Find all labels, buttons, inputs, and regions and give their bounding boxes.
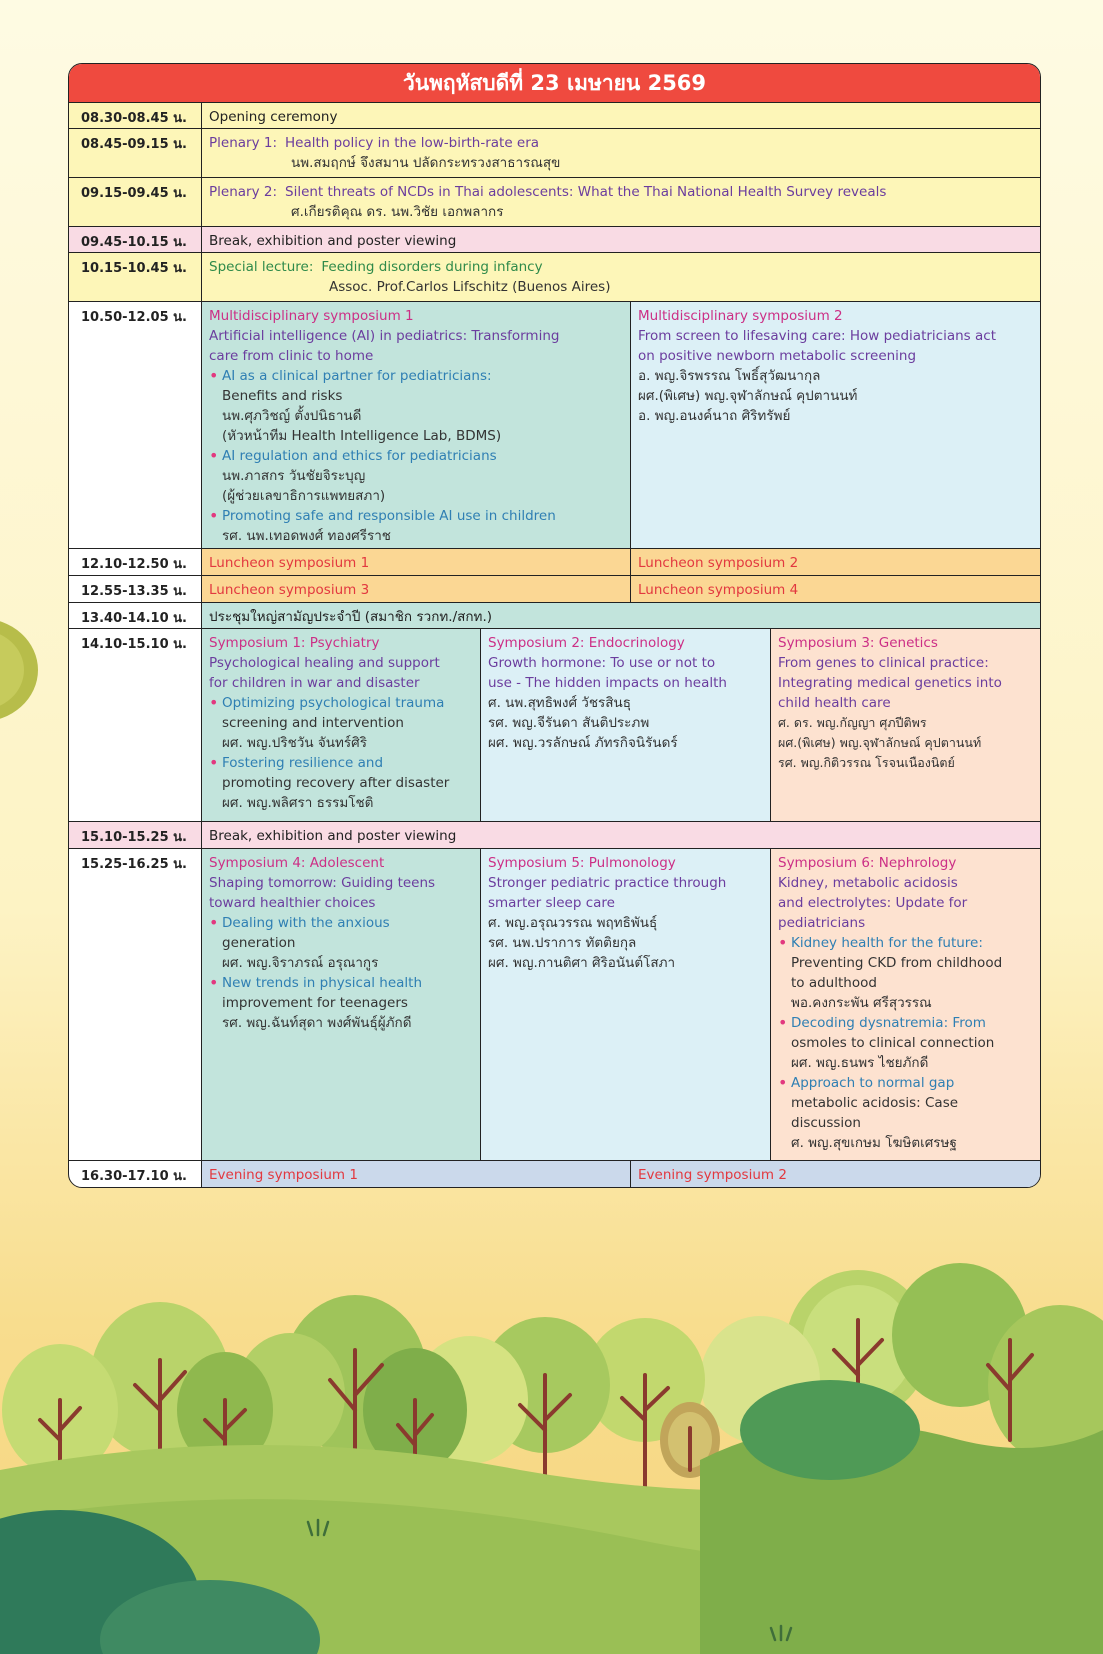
talk-topic: discussion (791, 1115, 861, 1131)
speaker: ผศ.(พิเศษ) พญ.จุฬาลักษณ์ คุปตานนท์ (638, 388, 858, 404)
speaker: ผศ. พญ.วรลักษณ์ ภัทรกิจนิรันดร์ (488, 735, 678, 751)
session-topic: Silent threats of NCDs in Thai adolescents: What the Thai National Health Survey reveals (285, 184, 887, 200)
session-break: Break, exhibition and poster viewing (202, 822, 1040, 848)
talk-topic: • Approach to normal gap (778, 1073, 1033, 1093)
speaker: รศ. นพ.เทอดพงศ์ ทองศรีราช (222, 528, 391, 544)
table-row (69, 576, 1040, 603)
speaker: ผศ. พญ.ปริชวัน จันทร์ศิริ (222, 735, 367, 751)
luncheon-symposium: Luncheon symposium 3 (202, 576, 630, 602)
talk-topic: • Dealing with the anxious (209, 913, 473, 933)
speaker: พอ.คงกระพัน ศรีสุวรรณ (791, 995, 932, 1011)
speaker: รศ. พญ.ฉันท์สุดา พงศ์พันธุ์ผู้ภักดี (222, 1015, 412, 1031)
speaker: ศ. พญ.สุขเกษม โฆษิตเศรษฐ (791, 1135, 957, 1151)
table-row (69, 849, 1040, 1161)
speaker: ผศ. พญ.ธนพร ไชยภักดี (791, 1055, 929, 1071)
schedule-table (68, 63, 1041, 1188)
symposium-adolescent (202, 849, 480, 1160)
talk-topic: Preventing CKD from childhood (791, 955, 1003, 971)
talk-topic: metabolic acidosis: Case (791, 1095, 959, 1111)
talk-topic: • Kidney health for the future: (778, 933, 1033, 953)
session-opening: Opening ceremony (202, 103, 1040, 128)
talk-topic: • Promoting safe and responsible AI use in children (209, 506, 623, 526)
session-theme: Artificial intelligence (AI) in pediatrics: Transforming (209, 328, 560, 344)
session-topic: Health policy in the low-birth-rate era (285, 135, 540, 151)
time-slot: 08.30-08.45 น. (69, 103, 202, 128)
symposium-psychiatry (202, 629, 480, 821)
table-row (69, 178, 1040, 227)
session-theme: Growth hormone: To use or not to (488, 655, 716, 671)
time-slot: 15.10-15.25 น. (69, 822, 202, 848)
symposium-genetics (770, 629, 1040, 821)
session-special-lecture (202, 253, 1040, 301)
talk-topic: Benefits and risks (222, 388, 343, 404)
time-slot: 14.10-15.10 น. (69, 629, 202, 821)
speaker: อ. พญ.จิรพรรณ โพธิ์สุวัฒนากุล (638, 368, 821, 384)
speaker: ศ. พญ.อรุณวรรณ พฤทธิพันธุ์ (488, 915, 658, 931)
talk-topic: improvement for teenagers (222, 995, 408, 1011)
session-theme: toward healthier choices (209, 895, 376, 911)
session-title: Symposium 6: Nephrology (778, 855, 957, 871)
session-theme: Psychological healing and support (209, 655, 440, 671)
time-slot: 12.55-13.35 น. (69, 576, 202, 602)
time-slot: 10.15-10.45 น. (69, 253, 202, 301)
speaker: ผศ. พญ.จิราภรณ์ อรุณากูร (222, 955, 379, 971)
time-slot: 12.10-12.50 น. (69, 549, 202, 575)
speaker: ผศ. พญ.พลิศรา ธรรมโชติ (222, 795, 374, 811)
speaker: รศ. พญ.จีรันดา สันติประภพ (488, 715, 650, 731)
session-label: Special lecture: (209, 259, 314, 275)
session-theme: Shaping tomorrow: Guiding teens (209, 875, 436, 891)
annual-general-meeting: ประชุมใหญ่สามัญประจำปี (สมาชิก รวกท./สกท.) (202, 603, 1040, 628)
session-theme: use - The hidden impacts on health (488, 675, 727, 691)
talk-topic: • AI regulation and ethics for pediatricians (209, 446, 623, 466)
speaker: ผศ. พญ.กานติศา ศิริอนันต์โสภา (488, 955, 676, 971)
session-theme: care from clinic to home (209, 348, 374, 364)
session-theme: From genes to clinical practice: (778, 655, 989, 671)
speaker-affiliation: (หัวหน้าทีม Health Intelligence Lab, BDMS) (222, 428, 502, 444)
time-slot: 08.45-09.15 น. (69, 129, 202, 177)
time-slot: 16.30-17.10 น. (69, 1161, 202, 1187)
talk-topic: screening and intervention (222, 715, 404, 731)
speaker-affiliation: (ผู้ช่วยเลขาธิการแพทยสภา) (222, 488, 386, 504)
session-theme: and electrolytes: Update for (778, 895, 968, 911)
talk-topic: • AI as a clinical partner for pediatricians: (209, 366, 623, 386)
speaker: ผศ.(พิเศษ) พญ.จุฬาลักษณ์ คุปตานนท์ (778, 735, 982, 750)
talk-topic: generation (222, 935, 296, 951)
speaker: ศ.เกียรติคุณ ดร. นพ.วิชัย เอกพลากร (291, 204, 504, 220)
session-title: Multidisciplinary symposium 1 (209, 308, 414, 324)
talk-topic: promoting recovery after disaster (222, 775, 450, 791)
session-plenary-2 (202, 178, 1040, 226)
session-theme: Integrating medical genetics into (778, 675, 1002, 691)
speaker: นพ.สมฤกษ์ จึงสมาน ปลัดกระทรวงสาธารณสุข (291, 155, 561, 171)
session-title: Multidisciplinary symposium 2 (638, 308, 843, 324)
symposium-nephrology (770, 849, 1040, 1160)
session-label: Plenary 1: (209, 135, 277, 151)
table-row (69, 227, 1040, 253)
session-theme: pediatricians (778, 915, 866, 931)
time-slot: 09.45-10.15 น. (69, 227, 202, 252)
session-theme: for children in war and disaster (209, 675, 420, 691)
time-slot: 13.40-14.10 น. (69, 603, 202, 628)
speaker: Assoc. Prof.Carlos Lifschitz (Buenos Aires) (329, 279, 611, 295)
talk-topic: • New trends in physical health (209, 973, 473, 993)
page-title: วันพฤหัสบดีที่ 23 เมษายน 2569 (69, 64, 1040, 103)
table-row (69, 103, 1040, 129)
multidisciplinary-symposium-2 (630, 302, 1040, 548)
talk-topic: • Decoding dysnatremia: From (778, 1013, 1033, 1033)
time-slot: 10.50-12.05 น. (69, 302, 202, 548)
talk-topic: • Fostering resilience and (209, 753, 473, 773)
talk-topic: osmoles to clinical connection (791, 1035, 995, 1051)
table-row (69, 629, 1040, 822)
luncheon-symposium: Luncheon symposium 4 (630, 576, 1040, 602)
session-title: Symposium 2: Endocrinology (488, 635, 685, 651)
talk-topic: • Optimizing psychological trauma (209, 693, 473, 713)
luncheon-symposium: Luncheon symposium 1 (202, 549, 630, 575)
speaker: ศ. ดร. พญ.กัญญา ศุภปีติพร (778, 715, 927, 730)
table-row (69, 603, 1040, 629)
session-theme: on positive newborn metabolic screening (638, 348, 917, 364)
luncheon-symposium: Luncheon symposium 2 (630, 549, 1040, 575)
session-theme: Kidney, metabolic acidosis (778, 875, 958, 891)
evening-symposium: Evening symposium 1 (202, 1161, 630, 1187)
speaker: นพ.ศุภวิชญ์ ตั้งปนิธานดี (222, 408, 362, 424)
table-row (69, 549, 1040, 576)
table-row (69, 129, 1040, 178)
table-row (69, 822, 1040, 849)
session-topic: Feeding disorders during infancy (321, 259, 543, 275)
session-title: Symposium 5: Pulmonology (488, 855, 676, 871)
speaker: นพ.ภาสกร วันชัยจิระบุญ (222, 468, 366, 484)
session-theme: From screen to lifesaving care: How pediatricians act (638, 328, 996, 344)
session-plenary-1 (202, 129, 1040, 177)
session-theme: child health care (778, 695, 891, 711)
session-theme: smarter sleep care (488, 895, 615, 911)
session-title: Symposium 3: Genetics (778, 635, 938, 651)
evening-symposium: Evening symposium 2 (630, 1161, 1040, 1187)
session-title: Symposium 1: Psychiatry (209, 635, 380, 651)
symposium-endocrinology (480, 629, 770, 821)
table-row (69, 253, 1040, 302)
session-theme: Stronger pediatric practice through (488, 875, 727, 891)
session-label: Plenary 2: (209, 184, 277, 200)
symposium-pulmonology (480, 849, 770, 1160)
speaker: ศ. นพ.สุทธิพงศ์ วัชรสินธุ (488, 695, 632, 711)
speaker: อ. พญ.อนงค์นาถ ศิริทรัพย์ (638, 408, 791, 424)
session-title: Symposium 4: Adolescent (209, 855, 385, 871)
table-row (69, 1161, 1040, 1187)
time-slot: 15.25-16.25 น. (69, 849, 202, 1160)
speaker: รศ. พญ.กิติวรรณ โรจนเนืองนิตย์ (778, 755, 955, 770)
multidisciplinary-symposium-1 (202, 302, 630, 548)
speaker: รศ. นพ.ปราการ ทัตติยกุล (488, 935, 637, 951)
session-break: Break, exhibition and poster viewing (202, 227, 1040, 252)
time-slot: 09.15-09.45 น. (69, 178, 202, 226)
talk-topic: to adulthood (791, 975, 877, 991)
table-row (69, 302, 1040, 549)
